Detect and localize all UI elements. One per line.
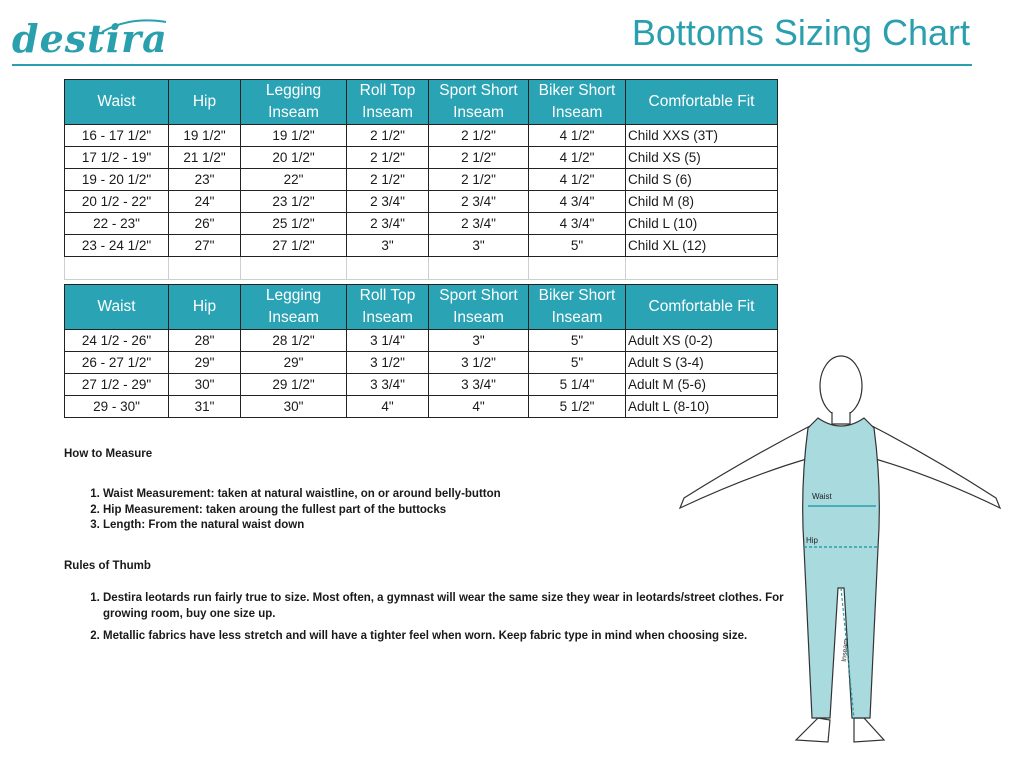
table-cell: 29" [169, 352, 241, 374]
figure-head [820, 356, 862, 416]
table-cell: 5" [529, 235, 626, 257]
figure-garment [803, 418, 880, 718]
child-col-header [169, 80, 241, 125]
list-item: 2. Hip Measurement: taken aroung the fullest part of the buttocks [103, 503, 501, 519]
table-cell: 24" [169, 191, 241, 213]
table-cell: 29 1/2" [241, 374, 347, 396]
table-cell: 2 3/4" [429, 191, 529, 213]
col-header-line: Sport Short [439, 82, 518, 99]
col-header-line: Inseam [453, 104, 504, 121]
table-cell: 3 3/4" [429, 374, 529, 396]
table-cell: Child S (6) [626, 169, 778, 191]
adult-col-header [429, 285, 529, 330]
table-cell: 5" [529, 352, 626, 374]
table-cell: 19 1/2" [169, 125, 241, 147]
table-cell: 3" [429, 330, 529, 352]
col-header-line: Inseam [551, 309, 603, 326]
table-cell [65, 257, 169, 280]
table-cell: 3 3/4" [347, 374, 429, 396]
table-cell: Child XS (5) [626, 147, 778, 169]
figure-right-arm [872, 426, 1000, 508]
table-row [65, 213, 778, 235]
col-header-line: Inseam [453, 309, 504, 326]
child-col-header [347, 80, 429, 125]
table-cell [241, 257, 347, 280]
col-header-line: Inseam [268, 104, 319, 121]
table-cell: 3" [429, 235, 529, 257]
table-cell: 4 1/2" [529, 169, 626, 191]
table-cell: 3 1/2" [429, 352, 529, 374]
hip-label: Hip [806, 536, 819, 545]
how-to-measure-heading: How to Measure [64, 448, 153, 460]
adult-col-header [529, 285, 626, 330]
table-cell: Child L (10) [626, 213, 778, 235]
table-cell: 5 1/2" [529, 396, 626, 418]
table-cell: 23 - 24 1/2" [65, 235, 169, 257]
table-cell: 31" [169, 396, 241, 418]
table-cell: 29 - 30" [65, 396, 169, 418]
table-row [65, 147, 778, 169]
table-cell: 30" [169, 374, 241, 396]
rules-of-thumb-heading: Rules of Thumb [64, 560, 151, 572]
table-row [65, 374, 778, 396]
table-cell: 28" [169, 330, 241, 352]
title-divider [12, 64, 972, 66]
child-col-header [626, 80, 778, 125]
figure-neck [832, 412, 850, 424]
child-header-row [65, 80, 778, 125]
list-item: 1. Waist Measurement: taken at natural waistline, on or around belly-button [103, 487, 501, 503]
col-header-line: Hip [192, 298, 217, 315]
table-cell: 23 1/2" [241, 191, 347, 213]
adult-col-header [347, 285, 429, 330]
table-cell [529, 257, 626, 280]
spacer-row [65, 257, 778, 280]
table-cell: 5" [529, 330, 626, 352]
table-row [65, 352, 778, 374]
how-to-measure-list [78, 487, 501, 534]
table-cell: Child XL (12) [626, 235, 778, 257]
col-header-line: Legging [265, 287, 322, 304]
table-cell: 29" [241, 352, 347, 374]
table-cell: Child M (8) [626, 191, 778, 213]
logo-text: destira [12, 16, 168, 61]
table-cell: 5 1/4" [529, 374, 626, 396]
table-cell: 3" [347, 235, 429, 257]
table-cell: 16 - 17 1/2" [65, 125, 169, 147]
col-header-line: Roll Top [359, 82, 416, 99]
table-row [65, 235, 778, 257]
table-cell: 30" [241, 396, 347, 418]
adult-size-table [64, 284, 778, 418]
table-cell: 2 1/2" [429, 169, 529, 191]
col-header-line: Roll Top [359, 287, 416, 304]
table-cell: 2 1/2" [429, 125, 529, 147]
child-col-header [429, 80, 529, 125]
table-cell: 4" [429, 396, 529, 418]
table-cell: Adult XS (0-2) [626, 330, 778, 352]
table-cell: 27 1/2" [241, 235, 347, 257]
figure-left-arm [680, 426, 810, 508]
table-cell: 4 3/4" [529, 213, 626, 235]
table-cell: 27" [169, 235, 241, 257]
table-cell: 24 1/2 - 26" [65, 330, 169, 352]
col-header-line: Waist [97, 93, 136, 110]
figure-left-foot [796, 718, 830, 742]
col-header-line: Hip [192, 93, 217, 110]
table-cell: 2 3/4" [347, 191, 429, 213]
table-cell: 19 1/2" [241, 125, 347, 147]
table-cell: 2 1/2" [429, 147, 529, 169]
table-cell: 27 1/2 - 29" [65, 374, 169, 396]
destira-logo [12, 16, 168, 61]
table-cell [429, 257, 529, 280]
table-cell [169, 257, 241, 280]
waist-label: Waist [812, 492, 832, 501]
table-cell: 28 1/2" [241, 330, 347, 352]
col-header-line: Biker Short [538, 82, 616, 99]
table-row [65, 169, 778, 191]
table-row [65, 396, 778, 418]
logo-swoosh-icon [100, 16, 170, 36]
table-cell: 26 - 27 1/2" [65, 352, 169, 374]
figure-right-foot [854, 718, 884, 742]
col-header-line: Inseam [362, 309, 413, 326]
table-cell: Adult M (5-6) [626, 374, 778, 396]
adult-col-header [626, 285, 778, 330]
table-cell: 4 1/2" [529, 125, 626, 147]
col-header-line: Inseam [551, 104, 603, 121]
table-cell [347, 257, 429, 280]
table-cell: 2 3/4" [429, 213, 529, 235]
col-header-line: Legging [265, 82, 322, 99]
inseam-label: Inseam [841, 638, 850, 663]
table-cell: 2 1/2" [347, 147, 429, 169]
adult-col-header [65, 285, 169, 330]
col-header-line: Waist [97, 298, 136, 315]
table-cell: 19 - 20 1/2" [65, 169, 169, 191]
table-cell: 3 1/4" [347, 330, 429, 352]
list-item: 2. Metallic fabrics have less stretch and will have a tighter feel when worn. Keep fabric type in mind when choosing size. [103, 629, 803, 645]
child-col-header [65, 80, 169, 125]
table-row [65, 191, 778, 213]
table-cell [626, 257, 778, 280]
col-header-line: Comfortable Fit [648, 298, 755, 315]
adult-header-row [65, 285, 778, 330]
col-header-line: Inseam [268, 309, 319, 326]
table-cell: Adult L (8-10) [626, 396, 778, 418]
col-header-line: Biker Short [538, 287, 616, 304]
table-cell: 20 1/2" [241, 147, 347, 169]
body-measurement-figure [678, 348, 1008, 758]
col-header-line: Sport Short [439, 287, 518, 304]
list-item: 1. Destira leotards run fairly true to size. Most often, a gymnast will wear the same size they wear in leotards/street clothes. For growing room, buy one size up. [103, 591, 803, 622]
table-cell: 21 1/2" [169, 147, 241, 169]
table-cell: 25 1/2" [241, 213, 347, 235]
table-cell: 4" [347, 396, 429, 418]
col-header-line: Inseam [362, 104, 413, 121]
table-row [65, 125, 778, 147]
adult-col-header [169, 285, 241, 330]
child-col-header [241, 80, 347, 125]
table-cell: 22 - 23" [65, 213, 169, 235]
table-cell: 26" [169, 213, 241, 235]
col-header-line: Comfortable Fit [648, 93, 755, 110]
page-title: Bottoms Sizing Chart [631, 12, 970, 53]
list-item: 3. Length: From the natural waist down [103, 518, 501, 534]
table-cell: 4 3/4" [529, 191, 626, 213]
table-row [65, 330, 778, 352]
child-size-table [64, 79, 778, 280]
table-cell: 2 1/2" [347, 125, 429, 147]
table-cell: Child XXS (3T) [626, 125, 778, 147]
table-cell: 3 1/2" [347, 352, 429, 374]
table-cell: 17 1/2 - 19" [65, 147, 169, 169]
table-cell: 2 3/4" [347, 213, 429, 235]
table-cell: 20 1/2 - 22" [65, 191, 169, 213]
table-cell: 22" [241, 169, 347, 191]
table-cell: Adult S (3-4) [626, 352, 778, 374]
table-cell: 4 1/2" [529, 147, 626, 169]
table-cell: 2 1/2" [347, 169, 429, 191]
child-col-header [529, 80, 626, 125]
table-cell: 23" [169, 169, 241, 191]
adult-col-header [241, 285, 347, 330]
